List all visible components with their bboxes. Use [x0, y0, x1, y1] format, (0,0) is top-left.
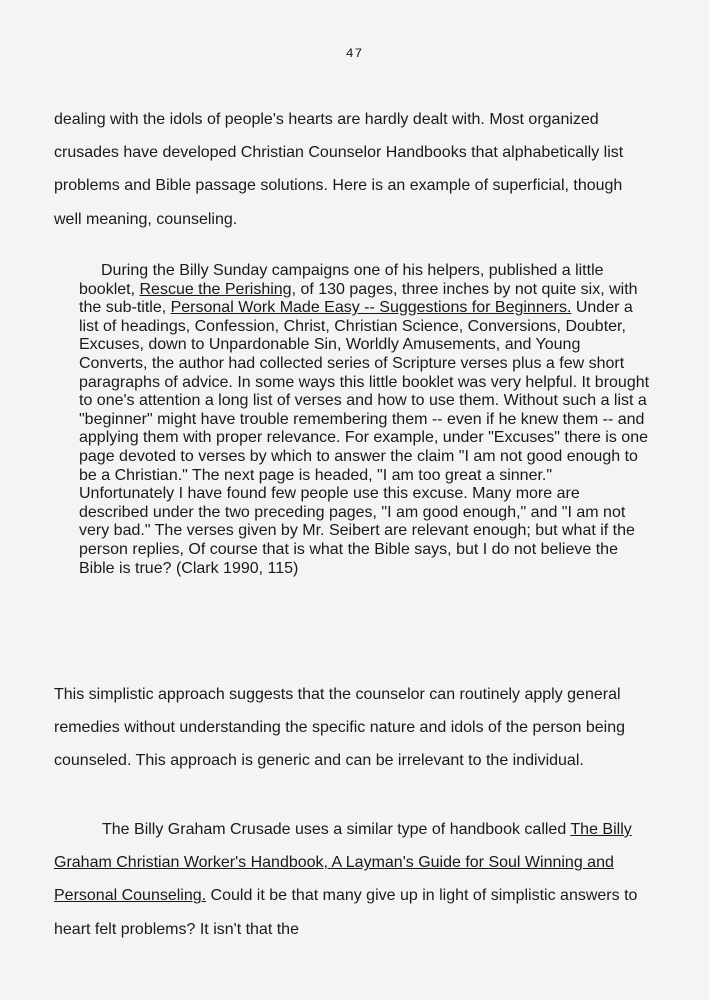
paragraph-3-book-title: The Billy Graham Christian Worker's Handbook, A Layman's Guide for Soul Winning and Personal Counseling.	[54, 821, 632, 905]
quote-book-title-1: Rescue the Perishing	[139, 280, 292, 298]
block-quote	[79, 262, 651, 578]
paragraph-1: dealing with the idols of people's hearts are hardly dealt with. Most organized crusades have developed Christian Counselor Handbooks that alphabetically list problems and Bible passage solutions. Here is an example of superficial, though well meaning, counseling.	[54, 111, 624, 228]
paragraph-3-text-2: Could it be that many give up in light of simplistic answers to heart felt problems? It isn't that the	[54, 887, 638, 938]
paragraph-3-text-1: The Billy Graham Crusade uses a similar type of handbook called	[102, 821, 571, 838]
quote-text-3: Under a list of headings, Confession, Christ, Christian Science, Conversions, Doubter, Excuses, down to Unpardonable Sin, Worldly Amusements, and Young Converts, the author had collected series of Scripture verses plus a few short paragraphs of advice. In some ways this little booklet was very helpful. It brought to one's attention a long list of verses and how to use them. Without such a list a "beginner" might have trouble remembering them -- even if he knew them -- and applying them with proper relevance. For example, under "Excuses" there is one page devoted to verses by which to answer the claim "I am not good enough to be a Christian." The next page is headed, "I am too great a sinner." Unfortunately I have found few people use this excuse. Many more are described under the two preceding pages, "I am good enough," and "I am not very bad." The verses given by Mr. Seibert are relevant enough; but what if the person replies, Of course that is what the Bible says, but I do not believe the Bible is true? (Clark 1990, 115)	[79, 299, 650, 577]
quote-text-2: , of 130 pages, three inches by not quite six, with the sub-title,	[79, 280, 638, 317]
quote-text-1: During the Billy Sunday campaigns one of his helpers, published a little booklet,	[79, 262, 604, 298]
paragraph-3	[54, 813, 654, 946]
quote-book-title-2: Personal Work Made Easy -- Suggestions for Beginners.	[170, 299, 572, 317]
page-number: 47	[345, 46, 364, 61]
paragraph-2: This simplistic approach suggests that the counselor can routinely apply general remedies without understanding the specific nature and idols of the person being counseled. This approach is generic and can be irrelevant to the individual.	[54, 686, 626, 770]
